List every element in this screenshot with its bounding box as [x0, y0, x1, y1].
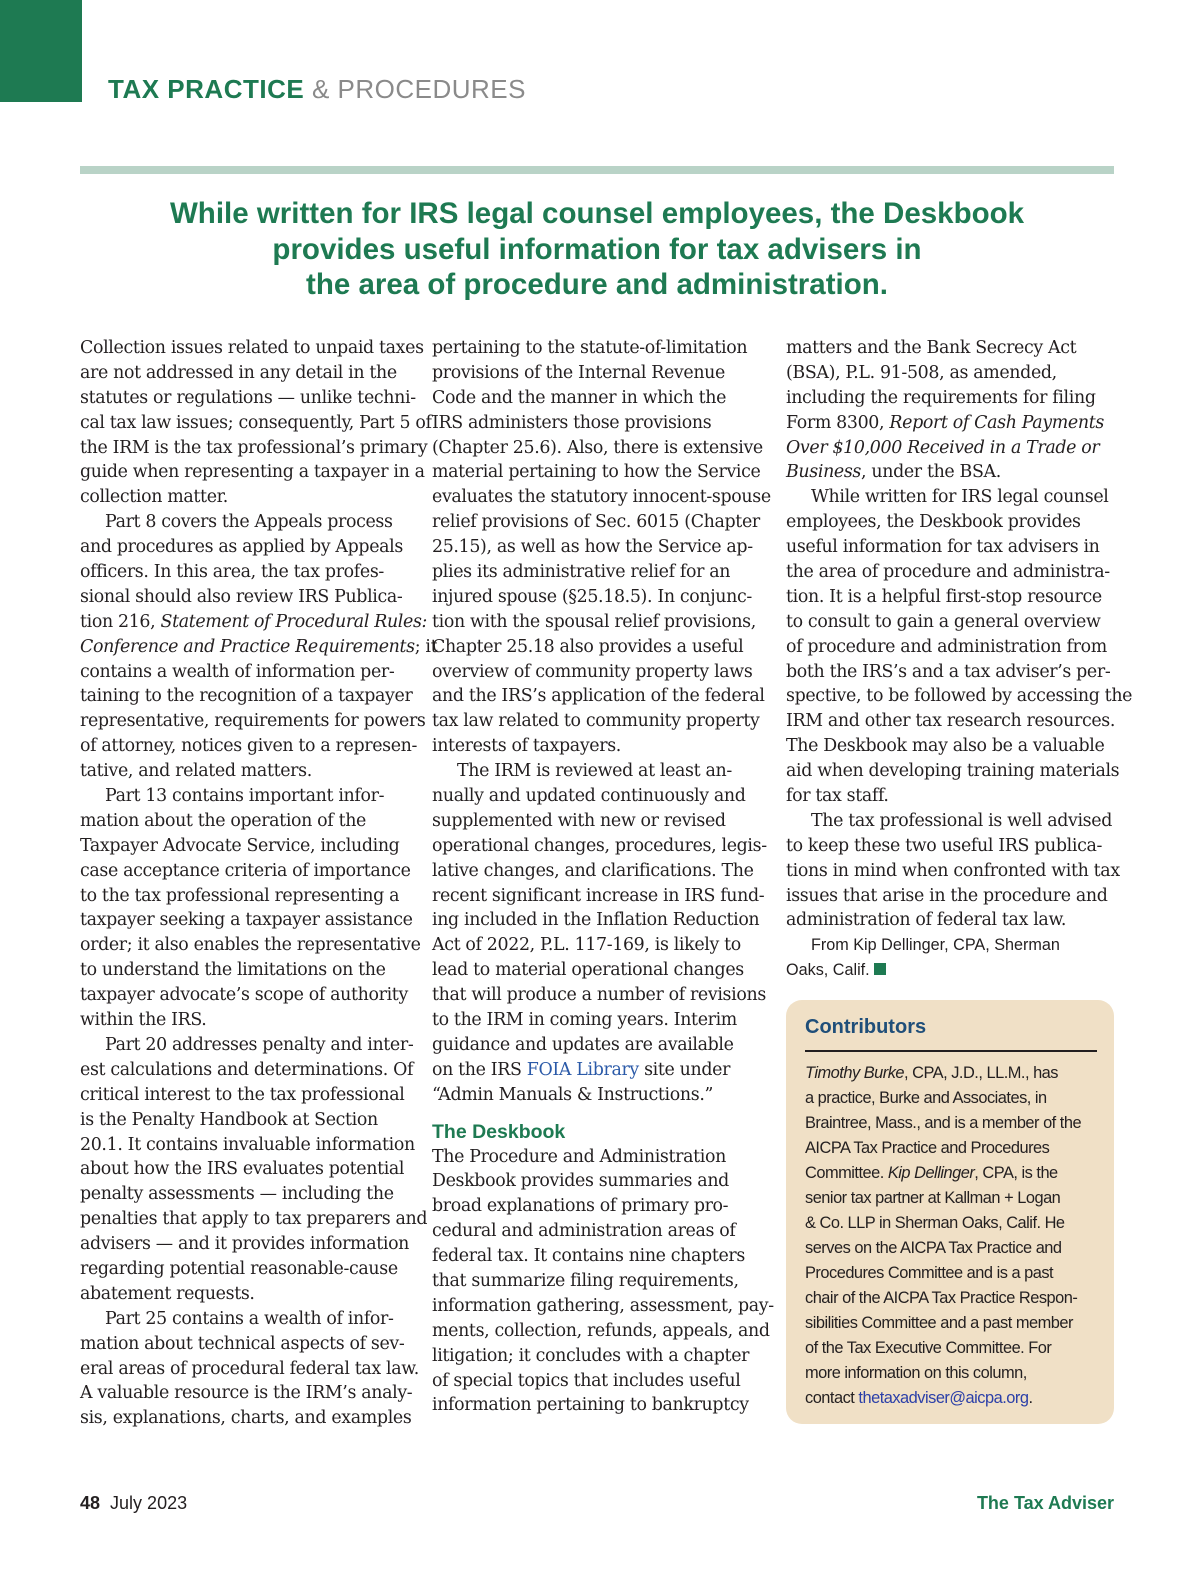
text-line: broad explanations of primary pro- [432, 1196, 729, 1217]
text-line: material pertaining to how the Service [432, 462, 761, 483]
text-line: for tax staff. [786, 786, 889, 807]
text-line: A valuable resource is the IRM’s analy- [80, 1383, 413, 1404]
text-line: While written for IRS legal counsel [811, 487, 1109, 508]
text-line: tion. It is a helpful first-stop resource [786, 586, 1102, 607]
text-run: , CPA, J.D., LL.M., has [904, 1064, 1058, 1082]
text-line: (Chapter 25.6). Also, there is extensive [432, 437, 763, 458]
text-line [786, 411, 1116, 436]
text-run: Form 8300, [786, 412, 890, 433]
pull-quote-line: provides useful information for tax advisers in [272, 232, 922, 266]
text-line: more information on this column, [805, 1364, 1027, 1382]
text-line: taxpayer seeking a taxpayer assistance [80, 910, 413, 931]
text-line: is the Penalty Handbook at Section [80, 1109, 378, 1130]
section-title-bold: TAX PRACTICE [108, 74, 305, 104]
author-signature-text: Oaks, Calif. [786, 961, 870, 980]
text-line: guide when representing a taxpayer in a [80, 462, 425, 483]
text-line: interests of taxpayers. [432, 736, 621, 757]
text-line: mation about the operation of the [80, 810, 366, 831]
text-line: nually and updated continuously and [432, 786, 746, 807]
text-line: to understand the limitations on the [80, 960, 386, 981]
text-line: pertaining to the statute-of-limitation [432, 338, 748, 358]
text-line: regarding potential reasonable-cause [80, 1258, 398, 1279]
author-signature: From Kip Dellinger, CPA, Sherman [811, 936, 1060, 955]
foia-library-link[interactable]: FOIA Library [526, 1059, 639, 1080]
text-line: of attorney, notices given to a represen- [80, 736, 418, 757]
text-line: The tax professional is well advised [811, 810, 1112, 831]
text-line: lative changes, and clarifications. The [432, 860, 754, 881]
text-line: to the tax professional representing a [80, 885, 400, 906]
text-line: litigation; it concludes with a chapter [432, 1345, 750, 1366]
text-line: The Deskbook may also be a valuable [786, 736, 1105, 757]
text-line: tative, and related matters. [80, 761, 312, 782]
text-line: taxpayer advocate’s scope of authority [80, 985, 408, 1006]
text-line: evaluates the statutory innocent-spouse [432, 487, 771, 508]
text-line: serves on the AICPA Tax Practice and [805, 1239, 1062, 1257]
text-line: The IRM is reviewed at least an- [457, 761, 732, 782]
text-line: “Admin Manuals & Instructions.” [432, 1084, 714, 1105]
text-line: plies its administrative relief for an [432, 562, 731, 583]
text-line: employees, the Deskbook provides [786, 512, 1081, 533]
text-line: penalty assessments — including the [80, 1184, 394, 1205]
text-line: 20.1. It contains invaluable information [80, 1134, 415, 1155]
text-line: Deskbook provides summaries and [432, 1171, 729, 1192]
text-run: , under the BSA. [861, 462, 1001, 483]
text-line: cal tax law issues; consequently, Part 5 of [80, 412, 432, 433]
text-line: information gathering, assessment, pay- [432, 1295, 774, 1316]
text-line: collection matter. [80, 487, 228, 508]
text-line: statutes or regulations — unlike techni- [80, 387, 416, 408]
text-line: within the IRS. [80, 1010, 207, 1031]
text-line: of procedure and administration from [786, 636, 1107, 657]
text-line: administration of federal tax law. [786, 910, 1067, 931]
pull-quote-line: While written for IRS legal counsel employees, the Deskbook [169, 197, 1025, 230]
contributors-bio [805, 1061, 1081, 1411]
text-line: senior tax partner at Kallman + Logan [805, 1189, 1061, 1207]
text-line: IRM and other tax research resources. [786, 711, 1116, 732]
text-line: tions in mind when confronted with tax [786, 860, 1120, 881]
text-run: on the IRS [432, 1059, 527, 1080]
text-line [432, 1058, 760, 1083]
text-line: cedural and administration areas of [432, 1221, 736, 1242]
text-line: tax law related to community property [432, 711, 760, 732]
text-line: (BSA), P.L. 91-508, as amended, [786, 362, 1057, 383]
text-run: contact [805, 1389, 859, 1407]
text-line: officers. In this area, the tax profes- [80, 562, 384, 583]
header-divider [80, 166, 1114, 174]
publication-name: The Tax Adviser [976, 1493, 1114, 1513]
form-title: Report of Cash Payments [889, 412, 1104, 433]
text-line: advisers — and it provides information [80, 1234, 410, 1255]
text-line [786, 460, 1116, 485]
text-line: useful information for tax advisers in [786, 537, 1100, 558]
contributor-name: Kip Dellinger [887, 1164, 975, 1182]
article-column-3 [786, 336, 1133, 983]
text-line: overview of community property laws [432, 661, 753, 682]
text-line: a practice, Burke and Associates, in [805, 1089, 1047, 1107]
text-line: ing included in the Inflation Reduction [432, 910, 760, 931]
text-line: that will produce a number of revisions [432, 985, 766, 1006]
section-header [108, 74, 526, 105]
text-line: sibilities Committee and a past member [805, 1314, 1073, 1332]
text-line: taining to the recognition of a taxpayer [80, 686, 413, 707]
text-line: Procedures Committee and is a past [805, 1264, 1054, 1282]
text-line: to keep these two useful IRS publica- [786, 835, 1103, 856]
publication-title: Conference and Practice Requirements [80, 636, 415, 657]
corner-color-block [0, 0, 82, 102]
text-line: injured spouse (§25.18.5). In conjunc- [432, 586, 752, 607]
text-line: Chapter 25.18 also provides a useful [432, 636, 744, 657]
form-title: Over $10,000 Received in a Trade or [786, 437, 1100, 458]
text-line: of the Tax Executive Committee. For [805, 1339, 1052, 1357]
text-line: Braintree, Mass., and is a member of the [805, 1114, 1082, 1132]
text-line: abatement requests. [80, 1283, 255, 1304]
text-run: . [1028, 1389, 1033, 1407]
footer-page-info [80, 1493, 187, 1514]
text-line: The Procedure and Administration [432, 1146, 726, 1167]
text-line: information pertaining to bankruptcy [432, 1395, 749, 1416]
text-line: 25.15), as well as how the Service ap- [432, 537, 753, 558]
text-line: est calculations and determinations. Of [80, 1059, 414, 1080]
page-number: 48 [80, 1493, 101, 1513]
text-line: representative, requirements for powers [80, 711, 426, 732]
text-line: sional should also review IRS Publica- [80, 586, 403, 607]
text-line: order; it also enables the representative [80, 935, 421, 956]
text-line: ments, collection, refunds, appeals, and [432, 1320, 770, 1341]
text-line: provisions of the Internal Revenue [432, 362, 725, 383]
text-line: penalties that apply to tax preparers and [80, 1209, 428, 1230]
text-line: guidance and updates are available [432, 1034, 734, 1055]
text-line: Part 8 covers the Appeals process [105, 512, 393, 533]
text-run: , CPA, is the [974, 1164, 1058, 1182]
pull-quote-line: the area of procedure and administration. [306, 268, 888, 301]
text-line: to consult to gain a general overview [786, 611, 1101, 632]
text-line: Part 20 addresses penalty and inter- [105, 1034, 414, 1055]
text-line: Code and the manner in which the [432, 387, 727, 408]
text-line: case acceptance criteria of importance [80, 860, 411, 881]
text-line: eral areas of procedural federal tax law. [80, 1358, 419, 1379]
text-line: IRS administers those provisions [432, 412, 712, 433]
text-line: Taxpayer Advocate Service, including [80, 835, 400, 856]
section-title-light: & PROCEDURES [311, 74, 526, 104]
text-line: chair of the AICPA Tax Practice Respon- [805, 1289, 1078, 1307]
text-line: that summarize filing requirements, [432, 1270, 739, 1291]
text-line: critical interest to the tax professional [80, 1084, 405, 1105]
text-line: tion with the spousal relief provisions, [432, 611, 756, 632]
text-run: site under [638, 1059, 731, 1080]
text-line: about how the IRS evaluates potential [80, 1159, 405, 1180]
text-line: lead to material operational changes [432, 960, 744, 981]
text-line: relief provisions of Sec. 6015 (Chapter [432, 512, 760, 533]
contributor-name: Timothy Burke [805, 1064, 905, 1082]
text-line: matters and the Bank Secrecy Act [786, 338, 1077, 358]
text-line [786, 436, 1116, 461]
text-line: federal tax. It contains nine chapters [432, 1246, 745, 1267]
form-title: Business [786, 462, 862, 483]
text-line [80, 635, 438, 660]
text-line: are not addressed in any detail in the [80, 362, 397, 383]
text-line: and the IRS’s application of the federal [432, 686, 765, 707]
text-line: aid when developing training materials [786, 761, 1120, 782]
text-line: Act of 2022, P.L. 117-169, is likely to [432, 935, 741, 956]
text-line: & Co. LLP in Sherman Oaks, Calif. He [805, 1214, 1065, 1232]
deskbook-subheading: The Deskbook [432, 1120, 566, 1143]
pull-quote [80, 196, 1114, 303]
text-line: operational changes, procedures, legis- [432, 835, 767, 856]
text-line: both the IRS’s and a tax adviser’s per- [786, 661, 1111, 682]
text-line: contains a wealth of information per- [80, 661, 395, 682]
text-line: AICPA Tax Practice and Procedures [805, 1139, 1050, 1157]
article-column-1 [80, 336, 438, 1431]
text-line: including the requirements for filing [786, 387, 1096, 408]
text-line [805, 1061, 1081, 1086]
text-line: spective, to be followed by accessing the [786, 686, 1133, 707]
article-column-2 [432, 336, 774, 1418]
contributors-divider [805, 1050, 1097, 1052]
text-line: recent significant increase in IRS fund- [432, 885, 765, 906]
text-line: of special topics that includes useful [432, 1370, 741, 1391]
end-mark-icon [874, 963, 886, 975]
text-run: ; it [414, 636, 438, 657]
text-line: issues that arise in the procedure and [786, 885, 1108, 906]
email-link[interactable]: thetaxadviser@aicpa.org [858, 1389, 1029, 1407]
text-line: supplemented with new or revised [432, 810, 726, 831]
text-line [805, 1161, 1081, 1186]
author-signature [786, 958, 1116, 983]
text-line: Collection issues related to unpaid taxes [80, 338, 424, 358]
contributors-box [786, 1000, 1114, 1424]
text-line: to the IRM in coming years. Interim [432, 1010, 737, 1031]
text-line: and procedures as applied by Appeals [80, 537, 403, 558]
text-line: mation about technical aspects of sev- [80, 1333, 405, 1354]
publication-title: Statement of Procedural Rules: [160, 611, 428, 632]
contributors-title: Contributors [805, 1016, 927, 1038]
issue-date: July 2023 [110, 1493, 188, 1513]
text-line: Part 13 contains important infor- [105, 786, 385, 807]
text-line: sis, explanations, charts, and examples [80, 1408, 412, 1429]
text-run: tion 216, [80, 611, 161, 632]
text-line: the IRM is the tax professional’s primary [80, 437, 428, 458]
text-line: the area of procedure and administra- [786, 562, 1110, 583]
text-line [80, 610, 428, 635]
text-line [805, 1386, 1081, 1411]
text-line: Part 25 contains a wealth of infor- [105, 1308, 394, 1329]
text-run: Committee. [805, 1164, 888, 1182]
